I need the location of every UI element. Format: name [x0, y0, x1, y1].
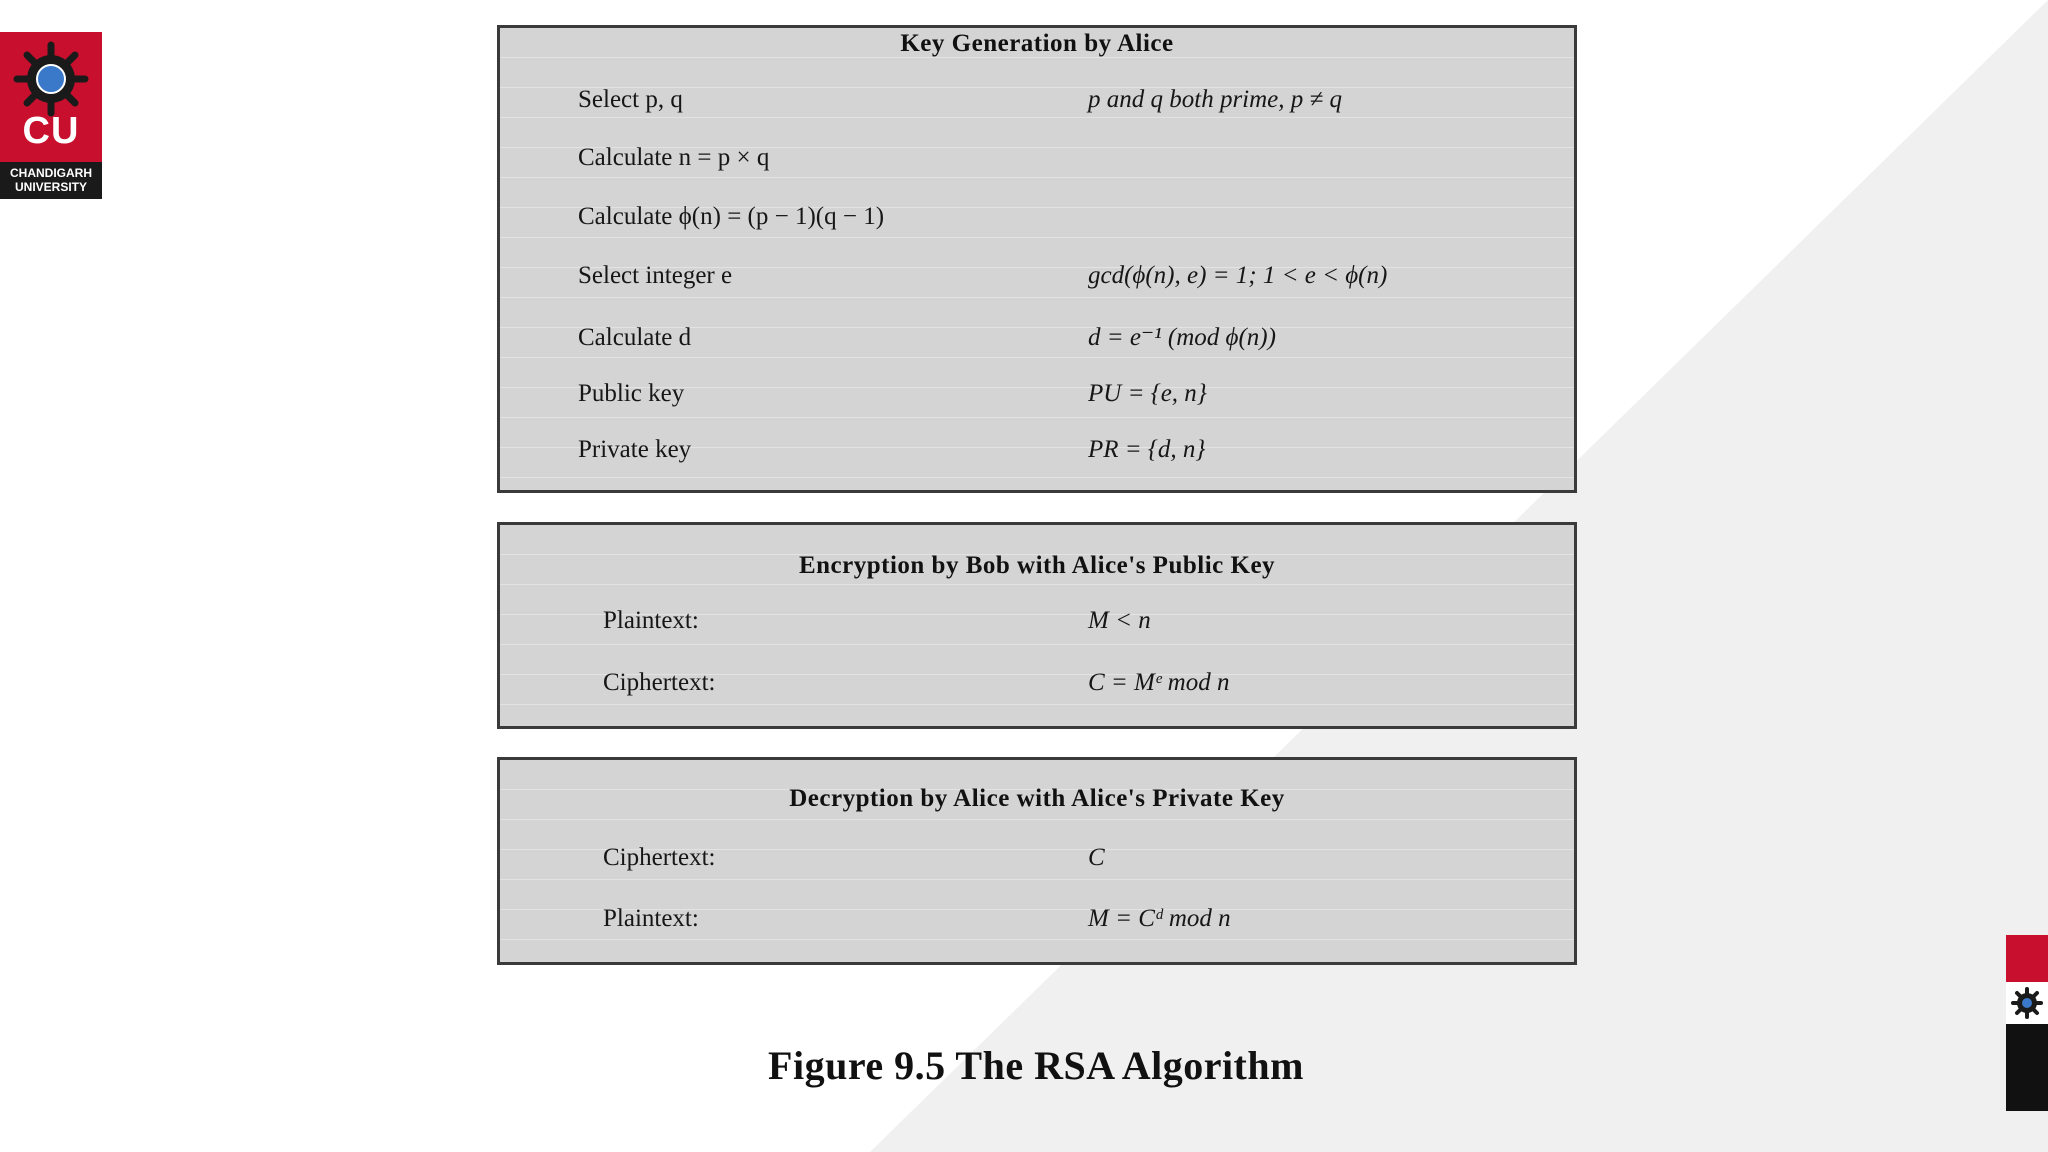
emblem-icon [10, 38, 92, 120]
keygen-row [500, 260, 1574, 300]
keygen-label: Calculate d [578, 324, 692, 351]
encryption-value: M < n [1088, 607, 1151, 634]
keygen-value: d = e⁻¹ (mod ϕ(n)) [1088, 324, 1276, 351]
side-badge-icon-block [2006, 982, 2048, 1024]
side-brand-badge [2006, 935, 2048, 1111]
decryption-label: Ciphertext: [603, 844, 716, 871]
keygen-value: PU = {e, n} [1088, 380, 1207, 407]
keygen-label: Public key [578, 380, 685, 407]
encryption-label: Ciphertext: [603, 669, 716, 696]
keygen-label: Select p, q [578, 86, 683, 113]
encryption-row [500, 667, 1574, 707]
keygen-row [500, 434, 1574, 474]
decryption-title: Decryption by Alice with Alice's Private Key [789, 785, 1285, 812]
encryption-value: C = Mᵉ mod n [1088, 669, 1230, 696]
side-badge-red-block [2006, 935, 2048, 982]
encryption-label: Plaintext: [603, 607, 699, 634]
keygen-label: Calculate ϕ(n) = (p − 1)(q − 1) [578, 203, 885, 230]
encryption-row [500, 605, 1574, 645]
decryption-label: Plaintext: [603, 905, 699, 932]
logo-university-name [0, 166, 102, 194]
keygen-value: gcd(ϕ(n), e) = 1; 1 < e < ϕ(n) [1088, 262, 1388, 289]
keygen-label: Select integer e [578, 262, 733, 289]
logo-name-line1: CHANDIGARH [10, 166, 92, 180]
decryption-box [497, 757, 1577, 965]
keygen-value: p and q both prime, p ≠ q [1088, 86, 1342, 113]
figure-caption: Figure 9.5 The RSA Algorithm [768, 1043, 1304, 1088]
gear-icon [2006, 982, 2048, 1024]
keygen-row [500, 378, 1574, 418]
logo-name-line2: UNIVERSITY [14, 180, 87, 194]
key-generation-box [497, 25, 1577, 493]
side-badge-black-block [2006, 1024, 2048, 1111]
keygen-row [500, 84, 1574, 124]
keygen-label: Calculate n = p × q [578, 144, 770, 171]
keygen-label: Private key [578, 436, 692, 463]
key-generation-title: Key Generation by Alice [900, 30, 1174, 57]
keygen-value: PR = {d, n} [1088, 436, 1206, 463]
decryption-row [500, 903, 1574, 943]
encryption-box [497, 522, 1577, 729]
encryption-title: Encryption by Bob with Alice's Public Key [798, 552, 1276, 579]
logo-cu-text: CU [22, 110, 80, 152]
keygen-row [500, 201, 1574, 241]
decryption-value: C [1088, 844, 1105, 871]
decryption-value: M = Cᵈ mod n [1088, 905, 1231, 932]
university-logo [0, 32, 102, 199]
decryption-row [500, 842, 1574, 882]
keygen-row [500, 142, 1574, 182]
logo-name-band [0, 162, 102, 199]
keygen-row [500, 322, 1574, 362]
